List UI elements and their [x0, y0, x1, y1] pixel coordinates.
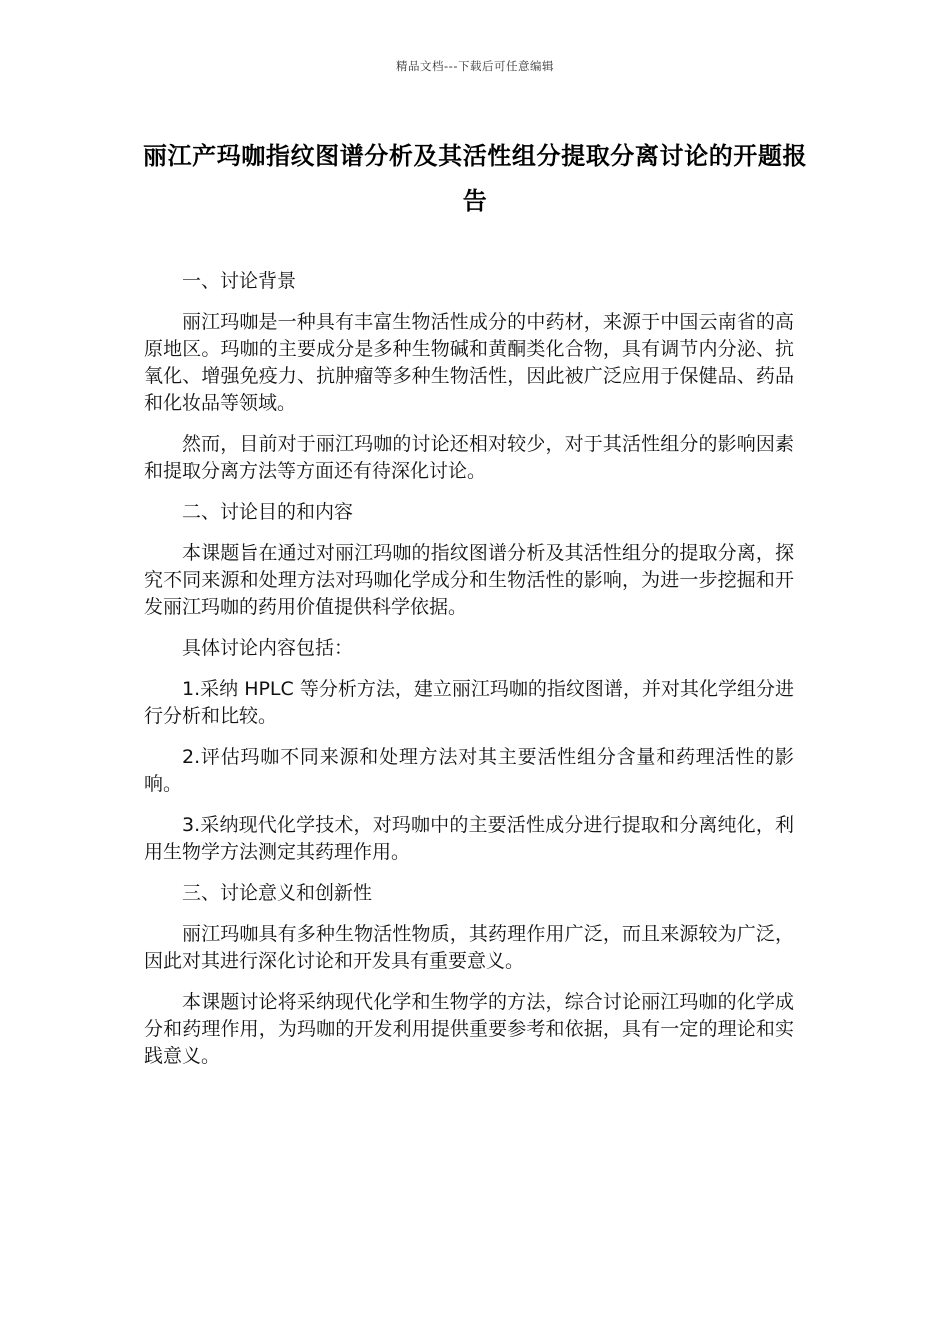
paragraph-purpose: 本课题旨在通过对丽江玛咖的指纹图谱分析及其活性组分的提取分离，探究不同来源和处理方法对玛咖化学成分和生物活性的影响，为进一步挖掘和开发丽江玛咖的药用价值提供科学依据。 [144, 542, 794, 618]
list-item-1: 1.采纳 HPLC 等分析方法，建立丽江玛咖的指纹图谱，并对其化学组分进行分析和比较。 [144, 678, 794, 727]
header-note: 精品文档---下载后可任意编辑 [396, 59, 554, 73]
list-item-3: 3.采纳现代化学技术，对玛咖中的主要活性成分进行提取和分离纯化，利用生物学方法测定其药理作用。 [144, 814, 794, 863]
section-heading-significance: 三、讨论意义和创新性 [182, 882, 373, 904]
paragraph-conclusion: 本课题讨论将采纳现代化学和生物学的方法，综合讨论丽江玛咖的化学成分和药理作用，为玛咖的开发利用提供重要参考和依据，具有一定的理论和实践意义。 [144, 991, 794, 1067]
section-heading-purpose: 二、讨论目的和内容 [182, 501, 354, 523]
paragraph-content-lead: 具体讨论内容包括： [182, 637, 354, 659]
section-heading-background: 一、讨论背景 [182, 270, 297, 292]
paragraph-gap: 然而，目前对于丽江玛咖的讨论还相对较少，对于其活性组分的影响因素和提取分离方法等方面还有待深化讨论。 [144, 433, 794, 482]
paragraph-significance: 丽江玛咖具有多种生物活性物质，其药理作用广泛，而且来源较为广泛，因此对其进行深化讨论和开发具有重要意义。 [144, 923, 794, 972]
document-title: 丽江产玛咖指纹图谱分析及其活性组分提取分离讨论的开题报告 [142, 142, 808, 215]
list-item-2: 2.评估玛咖不同来源和处理方法对其主要活性组分含量和药理活性的影响。 [144, 746, 794, 795]
paragraph-intro: 丽江玛咖是一种具有丰富生物活性成分的中药材，来源于中国云南省的高原地区。玛咖的主要成分是多种生物碱和黄酮类化合物，具有调节内分泌、抗氧化、增强免疫力、抗肿瘤等多种生物活性，因此被广泛应用于保健品、药品和化妆品等领域。 [144, 311, 794, 414]
document-body [144, 268, 794, 1084]
